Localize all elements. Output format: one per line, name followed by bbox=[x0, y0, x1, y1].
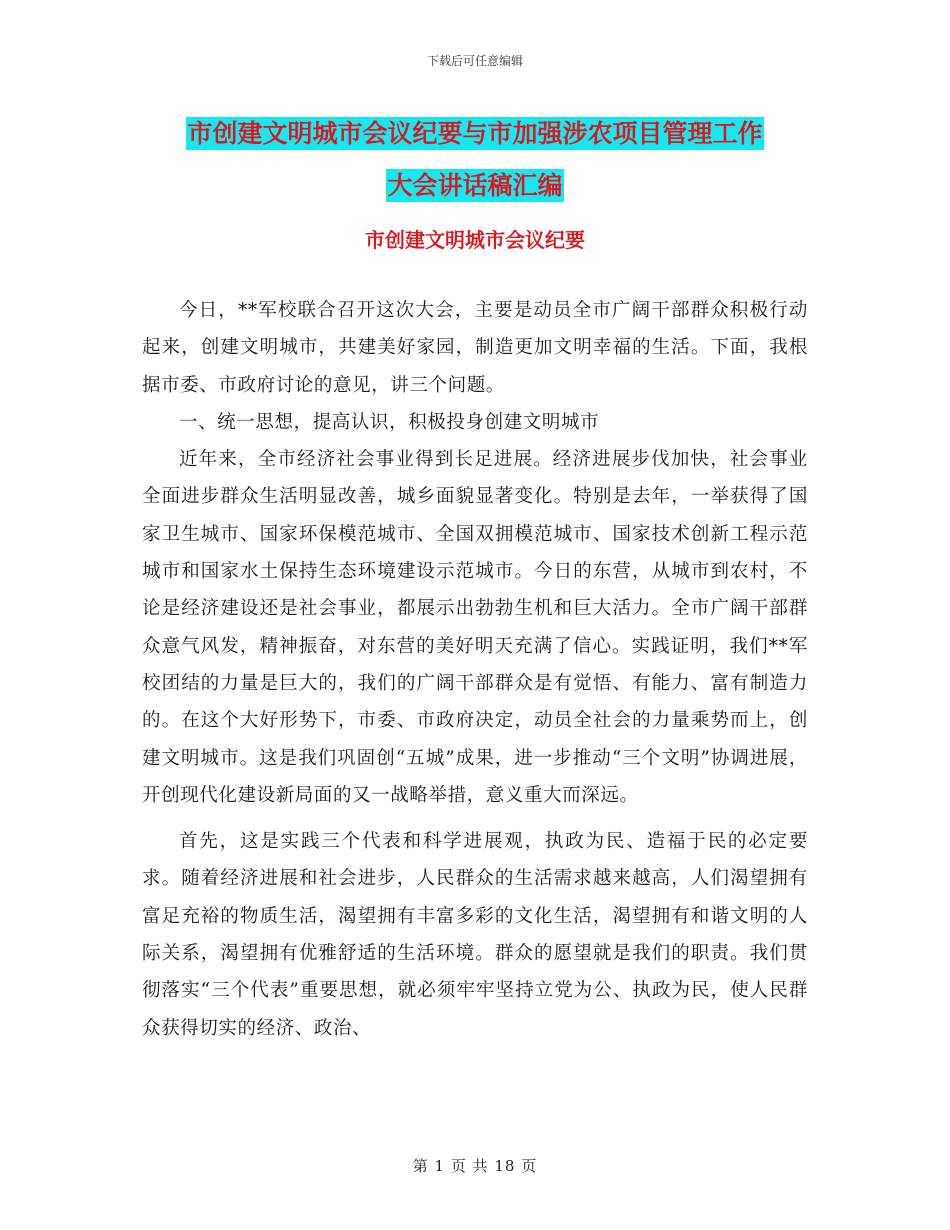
header-note: 下载后可任意编辑 bbox=[426, 54, 523, 68]
paragraph: 近年来，全市经济社会事业得到长足进展。经济进展步伐加快，社会事业全面进步群众生活明显改善，城乡面貌显著变化。特别是去年，一举获得了国家卫生城市、国家环保模范城市、全国双拥模范城市、国家技术创新工程示范城市和国家水土保持生态环境建设示范城市。今日的东营，从城市到农村，不论是经济建设还是社会事业，都展示出勃勃生机和巨大活力。全市广阔干部群众意气风发，精神振奋，对东营的美好明天充满了信心。实践证明，我们**军校团结的力量是巨大的，我们的广阔干部群众是有觉悟、有能力、富有制造力的。在这个大好形势下，市委、市政府决定，动员全社会的力量乘势而上，创建文明城市。这是我们巩固创“五城”成果，进一步推动“三个文明”协调进展，开创现代化建设新局面的又一战略举措，意义重大而深远。 bbox=[142, 449, 808, 806]
paragraph: 首先，这是实践三个代表和科学进展观，执政为民、造福于民的必定要求。随着经济进展和社会进步，人民群众的生活需求越来越高，人们渴望拥有富足充裕的物质生活，渴望拥有丰富多彩的文化生活，渴望拥有和谐文明的人际关系，渴望拥有优雅舒适的生活环境。群众的愿望就是我们的职责。我们贯彻落实“三个代表”重要思想，就必须牢牢坚持立党为公、执政为民，使人民群众获得切实的经济、政治、 bbox=[142, 831, 808, 1039]
document-title-line-1: 市创建文明城市会议纪要与市加强涉农项目管理工作 bbox=[187, 119, 763, 148]
document-title-line-2: 大会讲话稿汇编 bbox=[387, 171, 563, 200]
paragraph-heading: 一、统一思想，提高认识，积极投身创建文明城市 bbox=[179, 411, 600, 433]
section-title: 市创建文明城市会议纪要 bbox=[365, 228, 585, 252]
paragraph: 今日，**军校联合召开这次大会，主要是动员全市广阔干部群众积极行动起来，创建文明城市，共建美好家园，制造更加文明幸福的生活。下面，我根据市委、市政府讨论的意见，讲三个问题。 bbox=[142, 300, 808, 396]
body-text bbox=[142, 292, 808, 1047]
page-footer: 第 1 页 共 18 页 bbox=[412, 1157, 538, 1175]
document-title bbox=[140, 108, 810, 212]
